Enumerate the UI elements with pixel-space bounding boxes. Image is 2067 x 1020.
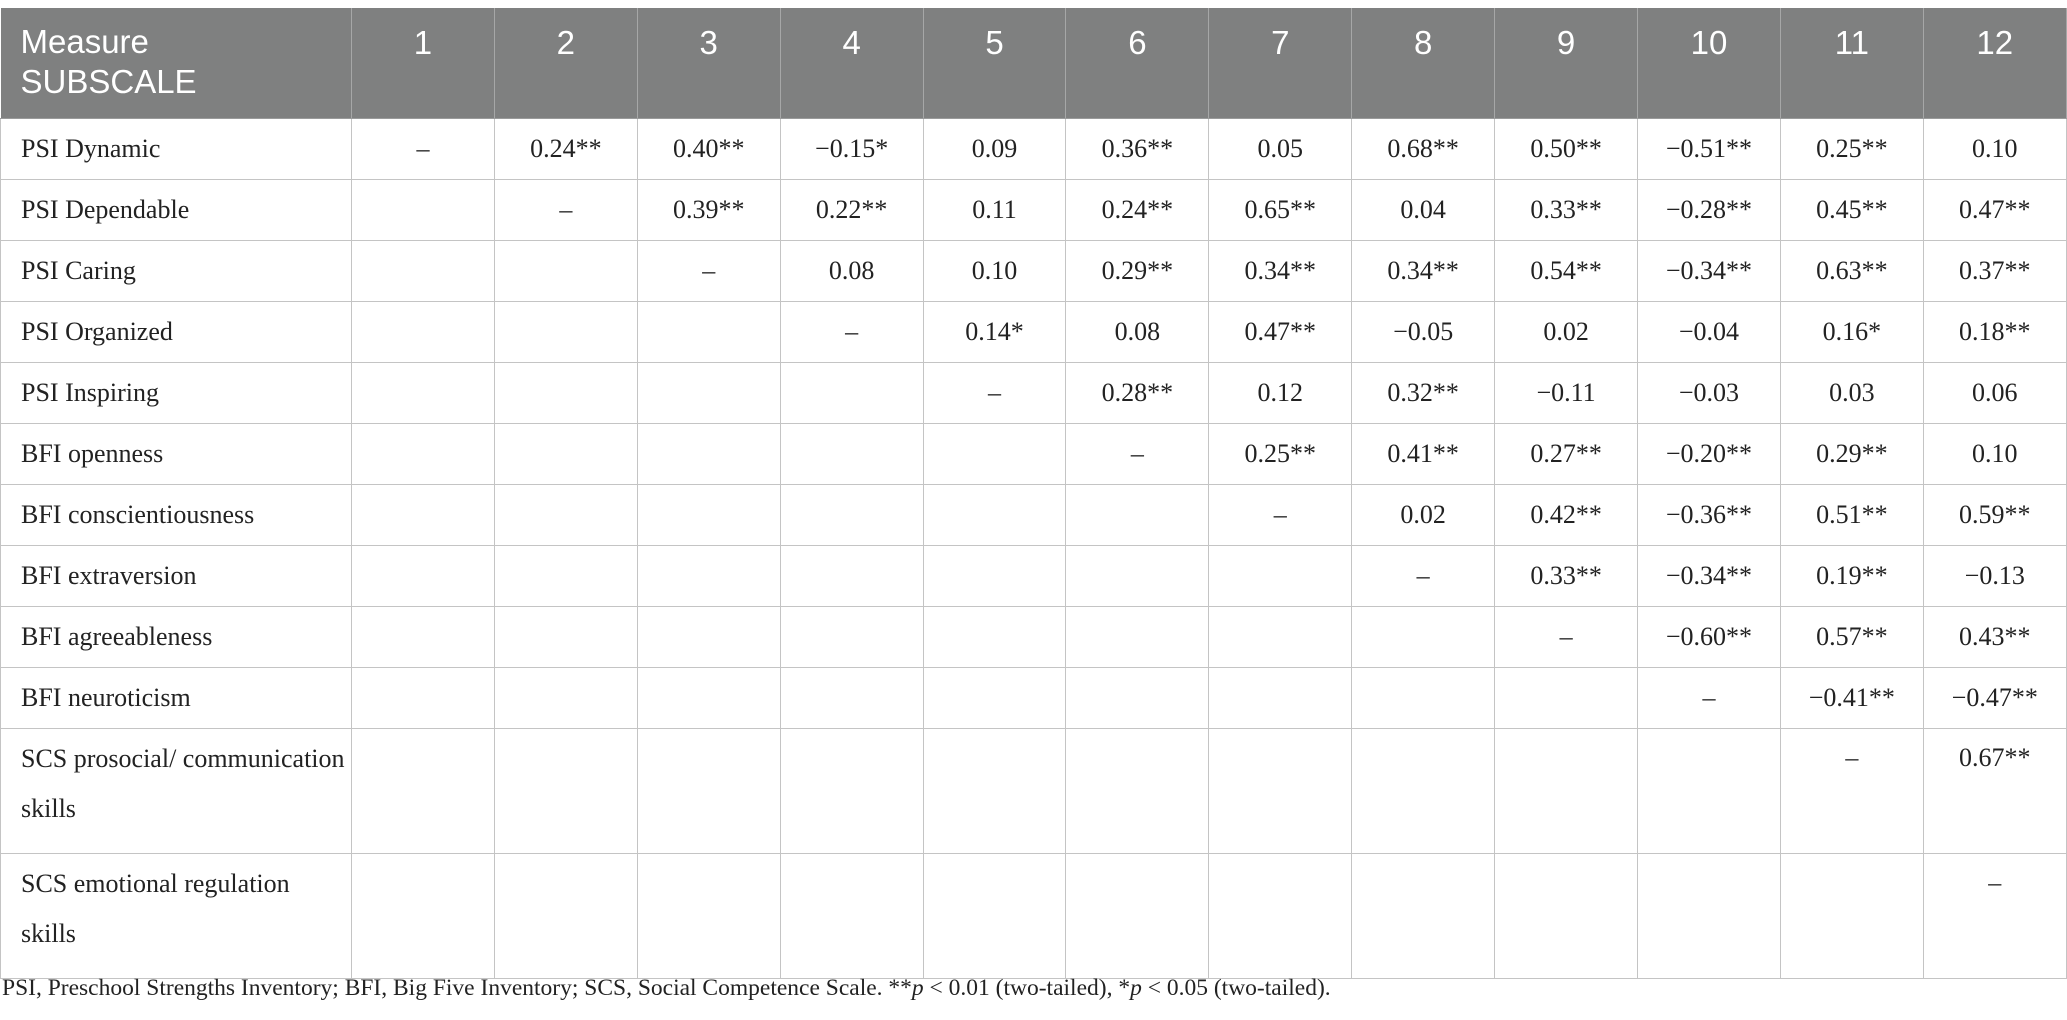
correlation-cell [637, 362, 780, 423]
correlation-cell: 0.25** [1780, 118, 1923, 179]
correlation-cell [637, 853, 780, 978]
table-row [1, 118, 2067, 179]
correlation-cell: – [1638, 667, 1781, 728]
correlation-cell: – [1209, 484, 1352, 545]
correlation-cell: 0.42** [1495, 484, 1638, 545]
correlation-cell [1209, 728, 1352, 853]
correlation-cell: −0.34** [1638, 240, 1781, 301]
measure-label: PSI Caring [1, 240, 352, 301]
column-header-1: 1 [352, 8, 495, 118]
correlation-cell [637, 484, 780, 545]
correlation-cell [352, 301, 495, 362]
correlation-cell: −0.36** [1638, 484, 1781, 545]
correlation-cell [494, 667, 637, 728]
correlation-cell: −0.41** [1780, 667, 1923, 728]
correlation-cell [923, 484, 1066, 545]
correlation-cell [352, 179, 495, 240]
footnote-p-symbol-2: p [1130, 975, 1142, 1001]
correlation-cell [352, 545, 495, 606]
correlation-cell [1352, 853, 1495, 978]
correlation-cell: 0.68** [1352, 118, 1495, 179]
correlation-cell: 0.08 [1066, 301, 1209, 362]
correlation-cell: 0.08 [780, 240, 923, 301]
correlation-cell [923, 545, 1066, 606]
measure-label: PSI Dynamic [1, 118, 352, 179]
correlation-cell [1209, 606, 1352, 667]
correlation-cell [352, 606, 495, 667]
correlation-cell [637, 667, 780, 728]
correlation-cell [637, 545, 780, 606]
correlation-cell [494, 240, 637, 301]
correlation-cell: 0.59** [1923, 484, 2066, 545]
measure-header-label: Measure [20, 23, 149, 60]
correlation-cell [1066, 545, 1209, 606]
correlation-cell: 0.10 [923, 240, 1066, 301]
correlation-cell: 0.32** [1352, 362, 1495, 423]
table-row [1, 667, 2067, 728]
correlation-cell [1780, 853, 1923, 978]
correlation-cell: 0.27** [1495, 423, 1638, 484]
correlation-cell [637, 606, 780, 667]
correlation-cell: −0.60** [1638, 606, 1781, 667]
column-header-3: 3 [637, 8, 780, 118]
correlation-cell: −0.51** [1638, 118, 1781, 179]
correlation-cell: 0.02 [1352, 484, 1495, 545]
correlation-cell [352, 667, 495, 728]
correlation-cell [637, 728, 780, 853]
correlation-cell [1066, 853, 1209, 978]
correlation-cell: – [1352, 545, 1495, 606]
correlation-cell [1495, 667, 1638, 728]
footnote-text-1: PSI, Preschool Strengths Inventory; BFI, Big Five Inventory; SCS, Social Competence Scale. ** [2, 975, 912, 1001]
correlation-cell [780, 606, 923, 667]
correlation-cell: 0.25** [1209, 423, 1352, 484]
correlation-cell: 0.06 [1923, 362, 2066, 423]
measure-label: PSI Inspiring [1, 362, 352, 423]
correlation-cell: 0.11 [923, 179, 1066, 240]
correlation-cell: 0.10 [1923, 118, 2066, 179]
correlation-cell: 0.41** [1352, 423, 1495, 484]
correlation-cell: 0.05 [1209, 118, 1352, 179]
correlation-cell: 0.50** [1495, 118, 1638, 179]
correlation-cell: 0.09 [923, 118, 1066, 179]
correlation-cell [1209, 545, 1352, 606]
correlation-cell: – [780, 301, 923, 362]
table-row [1, 545, 2067, 606]
correlation-cell: 0.12 [1209, 362, 1352, 423]
correlation-cell [923, 728, 1066, 853]
correlation-cell: – [352, 118, 495, 179]
correlation-cell: 0.03 [1780, 362, 1923, 423]
correlation-cell: 0.39** [637, 179, 780, 240]
column-header-9: 9 [1495, 8, 1638, 118]
table-row [1, 853, 2067, 978]
correlation-cell: 0.22** [780, 179, 923, 240]
correlation-cell: 0.34** [1209, 240, 1352, 301]
correlation-cell [1638, 728, 1781, 853]
correlation-cell: – [1066, 423, 1209, 484]
correlation-cell [352, 362, 495, 423]
correlation-cell [352, 853, 495, 978]
table-row [1, 362, 2067, 423]
correlation-cell: −0.34** [1638, 545, 1781, 606]
correlation-cell: 0.10 [1923, 423, 2066, 484]
correlation-cell: −0.20** [1638, 423, 1781, 484]
correlation-cell: 0.65** [1209, 179, 1352, 240]
correlation-cell: – [923, 362, 1066, 423]
correlation-cell: – [1923, 853, 2066, 978]
measure-label: BFI neuroticism [1, 667, 352, 728]
table-header [1, 8, 2067, 118]
header-row [1, 8, 2067, 118]
correlation-cell: 0.16* [1780, 301, 1923, 362]
table-body [1, 118, 2067, 978]
correlation-cell [780, 853, 923, 978]
correlation-cell [1066, 667, 1209, 728]
column-header-2: 2 [494, 8, 637, 118]
correlation-table-container [0, 8, 2066, 979]
table-row [1, 423, 2067, 484]
correlation-cell: −0.11 [1495, 362, 1638, 423]
correlation-cell [494, 606, 637, 667]
measure-label: PSI Organized [1, 301, 352, 362]
correlation-cell: 0.43** [1923, 606, 2066, 667]
correlation-cell [1495, 728, 1638, 853]
correlation-cell [780, 423, 923, 484]
correlation-cell: 0.28** [1066, 362, 1209, 423]
table-row [1, 484, 2067, 545]
correlation-cell [494, 301, 637, 362]
measure-label: PSI Dependable [1, 179, 352, 240]
correlation-cell: 0.04 [1352, 179, 1495, 240]
measure-column-header [1, 8, 352, 118]
correlation-cell [923, 667, 1066, 728]
measure-label: BFI conscientiousness [1, 484, 352, 545]
correlation-cell: −0.04 [1638, 301, 1781, 362]
correlation-cell: 0.24** [1066, 179, 1209, 240]
correlation-table [0, 8, 2067, 979]
correlation-cell [352, 728, 495, 853]
table-footnote [2, 975, 1331, 1002]
measure-label: BFI openness [1, 423, 352, 484]
correlation-cell: 0.24** [494, 118, 637, 179]
table-row [1, 240, 2067, 301]
correlation-cell [352, 423, 495, 484]
correlation-cell: −0.15* [780, 118, 923, 179]
footnote-text-3: < 0.05 (two-tailed). [1141, 975, 1331, 1001]
correlation-cell [494, 423, 637, 484]
correlation-cell: 0.51** [1780, 484, 1923, 545]
correlation-cell: – [1495, 606, 1638, 667]
correlation-cell [1352, 667, 1495, 728]
correlation-cell [1066, 728, 1209, 853]
correlation-cell: – [1780, 728, 1923, 853]
correlation-cell: −0.47** [1923, 667, 2066, 728]
correlation-cell [1066, 484, 1209, 545]
correlation-cell [1209, 853, 1352, 978]
correlation-cell [780, 362, 923, 423]
measure-label: BFI extraversion [1, 545, 352, 606]
correlation-cell: 0.29** [1066, 240, 1209, 301]
correlation-cell: – [637, 240, 780, 301]
correlation-cell [1352, 606, 1495, 667]
column-header-7: 7 [1209, 8, 1352, 118]
correlation-cell [494, 362, 637, 423]
correlation-cell: −0.28** [1638, 179, 1781, 240]
correlation-cell: 0.19** [1780, 545, 1923, 606]
correlation-cell: 0.47** [1209, 301, 1352, 362]
correlation-cell: 0.14* [923, 301, 1066, 362]
correlation-cell: 0.36** [1066, 118, 1209, 179]
correlation-cell [494, 728, 637, 853]
correlation-cell [494, 853, 637, 978]
table-row [1, 179, 2067, 240]
correlation-cell [780, 484, 923, 545]
correlation-cell: 0.37** [1923, 240, 2066, 301]
correlation-cell: 0.40** [637, 118, 780, 179]
correlation-cell [637, 423, 780, 484]
footnote-text-2: < 0.01 (two-tailed), * [923, 975, 1131, 1001]
correlation-cell [494, 484, 637, 545]
correlation-cell: −0.03 [1638, 362, 1781, 423]
correlation-cell [1495, 853, 1638, 978]
correlation-cell: 0.67** [1923, 728, 2066, 853]
correlation-cell [780, 667, 923, 728]
footnote-p-symbol-1: p [911, 975, 924, 1001]
column-header-11: 11 [1780, 8, 1923, 118]
correlation-cell: −0.13 [1923, 545, 2066, 606]
correlation-cell [1066, 606, 1209, 667]
column-header-12: 12 [1923, 8, 2066, 118]
column-header-5: 5 [923, 8, 1066, 118]
correlation-cell: 0.02 [1495, 301, 1638, 362]
table-row [1, 728, 2067, 853]
column-header-4: 4 [780, 8, 923, 118]
table-row [1, 606, 2067, 667]
correlation-cell [1352, 728, 1495, 853]
correlation-cell [923, 853, 1066, 978]
correlation-cell: 0.34** [1352, 240, 1495, 301]
correlation-cell [637, 301, 780, 362]
correlation-cell [923, 423, 1066, 484]
measure-label: SCS emotional regulation skills [1, 853, 352, 978]
measure-label: BFI agreeableness [1, 606, 352, 667]
correlation-cell [1209, 667, 1352, 728]
correlation-cell [352, 484, 495, 545]
correlation-cell: 0.33** [1495, 179, 1638, 240]
correlation-cell: 0.33** [1495, 545, 1638, 606]
column-header-10: 10 [1638, 8, 1781, 118]
correlation-cell: 0.63** [1780, 240, 1923, 301]
correlation-cell: – [494, 179, 637, 240]
subscale-header-label: SUBSCALE [20, 63, 197, 100]
column-header-8: 8 [1352, 8, 1495, 118]
correlation-cell: 0.29** [1780, 423, 1923, 484]
correlation-cell [352, 240, 495, 301]
column-header-6: 6 [1066, 8, 1209, 118]
correlation-cell [1638, 853, 1781, 978]
correlation-cell: 0.18** [1923, 301, 2066, 362]
correlation-cell [780, 728, 923, 853]
correlation-cell [923, 606, 1066, 667]
correlation-cell: −0.05 [1352, 301, 1495, 362]
table-row [1, 301, 2067, 362]
correlation-cell: 0.54** [1495, 240, 1638, 301]
measure-label: SCS prosocial/ communication skills [1, 728, 352, 853]
correlation-cell [780, 545, 923, 606]
correlation-cell [494, 545, 637, 606]
correlation-cell: 0.45** [1780, 179, 1923, 240]
correlation-cell: 0.47** [1923, 179, 2066, 240]
correlation-cell: 0.57** [1780, 606, 1923, 667]
